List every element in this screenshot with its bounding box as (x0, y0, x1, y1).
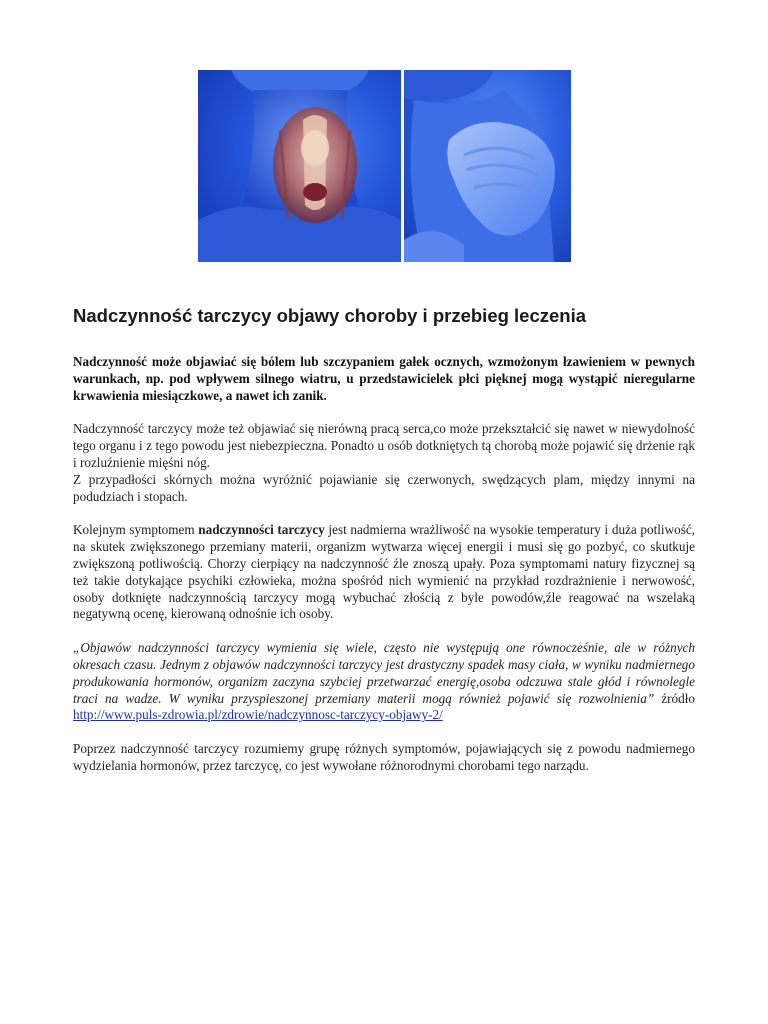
hands-on-throat-photo (404, 70, 571, 262)
article-body (73, 304, 695, 775)
quote-text: „Objawów nadczynności tarczycy wymienia się wiele, często nie występują one równocześnie, ale w różnych okresach czasu. Jednym z objawów nadczynności tarczycy jest drastyczny spadek masy ciała, w wyniku nadmiernego produkowania hormonów, organizm zaczyna szybciej przetwarzać energię,osoba odczuwa stale głód i równolegle traci na wadze. W wyniku przyspieszonej przemiany materii mogą również pojawić się rozwolnienia” (73, 640, 695, 706)
keyword-nadczynnosc: nadczynności tarczycy (198, 522, 325, 538)
source-link[interactable]: http://www.puls-zdrowia.pl/zdrowie/nadczynnosc-tarczycy-objawy-2/ (73, 707, 443, 723)
lead-paragraph: Nadczynność może objawiać się bólem lub szczypaniem gałek ocznych, wzmożonym łzawieniem w pewnych warunkach, np. pod wpływem silnego wiatru, u przedstawicielek płci pięknej mogą wystąpić nieregularne krwawienia miesiączkowe, a nawet ich zanik. (73, 354, 695, 403)
throat-anatomy-illustration (198, 70, 401, 262)
throat-anatomy-graphic (198, 70, 401, 262)
hero-images (198, 70, 571, 262)
paragraph-symptoms (73, 522, 695, 623)
hands-throat-graphic (404, 70, 571, 262)
p3-intro: Kolejnym symptomem (73, 522, 199, 538)
quote-paragraph (73, 640, 695, 724)
article-title: Nadczynność tarczycy objawy choroby i przebieg leczenia (73, 305, 587, 326)
source-label: źródło (654, 690, 695, 706)
p3-rest: jest nadmierna wrażliwość na wysokie temperatury i duża potliwość, na skutek zwiększonego przemiany materii, organizm wytwarza więcej energii i musi się go pozbyć, co skutkuje zwiększoną potliwością. Chorzy cierpiący na nadczynność źle znoszą upały. Poza symptomami natury fizycznej są też takie dotykające psychiki człowieka, można spośród nich wymienić na przykład rozdrażnienie i nerwowość, osoby dotknięte nadczynnością tarczycy mogą wybuchać złością z byle powodów,źle reagować na wszelaką negatywną ocenę, kierowaną odnośnie ich osoby. (73, 522, 695, 622)
paragraph-definition: Poprzez nadczynność tarczycy rozumiemy grupę różnych symptomów, pojawiających się z powodu nadmiernego wydzielania hormonów, przez tarczycę, co jest wywołane różnorodnymi chorobami tego narządu. (73, 741, 695, 773)
paragraph-skin-symptoms: Z przypadłości skórnych można wyróżnić pojawianie się czerwonych, swędzących plam, między innymi na podudziach i stopach. (73, 471, 695, 504)
paragraph-heart-symptoms: Nadczynność tarczycy może też objawiać się nierówną pracą serca,co może przekształcić się nawet w niewydolność tego organu i z tego powodu jest niebezpieczna. Ponadto u osób dotkniętych tą chorobą może pojawić się drżenie rąk i rozluźnienie mięśni nóg. (73, 421, 695, 470)
